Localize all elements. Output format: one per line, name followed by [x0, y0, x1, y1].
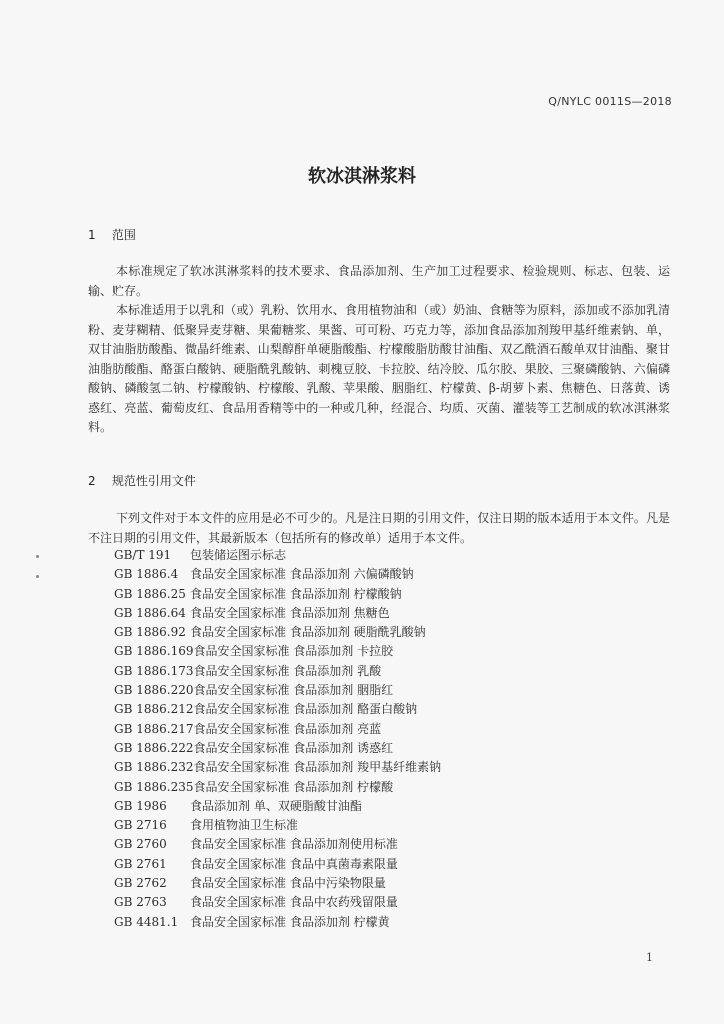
reference-item	[114, 642, 441, 661]
reference-item	[114, 758, 441, 777]
reference-item	[114, 700, 441, 719]
reference-code: GB 1886.235	[114, 779, 194, 794]
reference-name: 食品安全国家标准 食品添加剂 柠檬黄	[190, 914, 390, 929]
reference-name: 食品安全国家标准 食品中农药残留限量	[190, 895, 398, 910]
reference-name: 食品安全国家标准 食品添加剂 柠檬酸钠	[190, 586, 402, 601]
reference-name: 食品安全国家标准 食品中污染物限量	[190, 876, 386, 891]
reference-code: GB 1886.169	[114, 644, 194, 659]
reference-code: GB 1886.222	[114, 740, 194, 755]
reference-item	[114, 797, 441, 816]
reference-item	[114, 585, 441, 604]
reference-code: GB 1886.212	[114, 702, 194, 717]
section-title: 范围	[111, 228, 136, 242]
scan-dot	[36, 575, 39, 578]
reference-item	[114, 778, 441, 797]
reference-code: GB 1886.92	[114, 625, 186, 640]
reference-code: GB 1886.232	[114, 760, 194, 775]
reference-name: 食品安全国家标准 食品中真菌毒素限量	[190, 856, 398, 871]
page-number: 1	[646, 951, 653, 964]
scan-dot	[36, 555, 39, 558]
reference-code: GB 2716	[114, 818, 167, 833]
reference-name: 食品安全国家标准 食品添加剂 酪蛋白酸钠	[193, 702, 418, 717]
reference-code: GB 1886.64	[114, 605, 186, 620]
section-heading-normative-references	[88, 472, 196, 489]
section-title: 规范性引用文件	[111, 474, 196, 488]
reference-name: 食品安全国家标准 食品添加剂 六偏磷酸钠	[190, 567, 414, 582]
section-number: 1	[88, 228, 96, 242]
reference-item	[114, 855, 441, 874]
reference-name: 食品安全国家标准 食品添加剂 乳酸	[193, 663, 382, 678]
reference-item	[114, 565, 441, 584]
paragraph: 本标准适用于以乳和（或）乳粉、饮用水、食用植物油和（或）奶油、食糖等为原料，添加或不添加乳清粉、麦芽糊精、低聚异麦芽糖、果葡糖浆、果酱、可可粉、巧克力等，添加食品添加剂羧甲基纤维素钠、单，双甘油脂肪酸酯、微晶纤维素、山梨醇酐单硬脂酸酯、柠檬酸脂肪酸甘油酯、双乙酰酒石酸单双甘油酯、聚甘油脂肪酸酯、酪蛋白酸钠、硬脂酰乳酸钠、刺槐豆胶、卡拉胶、结冷胶、瓜尔胶、果胶、三聚磷酸钠、六偏磷酸钠、磷酸氢二钠、柠檬酸钠、柠檬酸、乳酸、苹果酸、胭脂红、柠檬黄、β-胡萝卜素、焦糖色、日落黄、诱惑红、亮蓝、葡萄皮红、食品用香精等中的一种或几种，经混合、均质、灭菌、灌装等工艺制成的软冰淇淋浆料。	[88, 303, 670, 434]
reference-item	[114, 835, 441, 854]
reference-name: 食用植物油卫生标准	[190, 818, 299, 833]
reference-code: GB/T 191	[114, 548, 172, 562]
reference-name: 包装储运图示标志	[190, 548, 287, 562]
reference-code: GB 1886.220	[114, 683, 194, 698]
reference-name: 食品安全国家标准 食品添加剂 诱惑红	[193, 740, 394, 755]
reference-name: 食品安全国家标准 食品添加剂 亮蓝	[193, 721, 382, 736]
reference-name: 食品安全国家标准 食品添加剂 胭脂红	[193, 683, 394, 698]
reference-code: GB 1886.217	[114, 721, 194, 736]
document-code: Q/NYLC 0011S—2018	[548, 95, 672, 108]
reference-item	[114, 816, 441, 835]
paragraph: 本标准规定了软冰淇淋浆料的技术要求、食品添加剂、生产加工过程要求、检验规则、标志、包装、运输、贮存。	[88, 264, 670, 298]
reference-name: 食品安全国家标准 食品添加剂 羧甲基纤维素钠	[193, 760, 442, 775]
reference-name: 食品安全国家标准 食品添加剂 焦糖色	[190, 605, 390, 620]
reference-list	[114, 546, 441, 932]
reference-code: GB 4481.1	[114, 914, 179, 929]
reference-name: 食品安全国家标准 食品添加剂 卡拉胶	[193, 644, 394, 659]
reference-code: GB 2763	[114, 895, 167, 910]
reference-item	[114, 681, 441, 700]
reference-code: GB 1886.173	[114, 663, 194, 678]
reference-item	[114, 739, 441, 758]
reference-name: 食品添加剂 单、双硬脂酸甘油酯	[190, 798, 362, 813]
reference-name: 食品安全国家标准 食品添加剂使用标准	[190, 837, 398, 852]
paragraph: 下列文件对于本文件的应用是必不可少的。凡是注日期的引用文件，仅注日期的版本适用于本文件。凡是不注日期的引用文件，其最新版本（包括所有的修改单）适用于本文件。	[88, 511, 670, 545]
reference-code: GB 2762	[114, 876, 167, 891]
reference-item	[114, 546, 441, 565]
document-title: 软冰淇淋浆料	[308, 166, 416, 187]
reference-item	[114, 913, 441, 932]
reference-code: GB 1886.4	[114, 567, 179, 582]
reference-item	[114, 874, 441, 893]
reference-code: GB 1886.25	[114, 586, 186, 601]
section-number: 2	[88, 474, 96, 488]
section-heading-scope	[88, 226, 136, 243]
reference-name: 食品安全国家标准 食品添加剂 柠檬酸	[193, 779, 394, 794]
reference-item	[114, 604, 441, 623]
reference-item	[114, 623, 441, 642]
reference-code: GB 2761	[114, 856, 167, 871]
reference-code: GB 1986	[114, 798, 167, 813]
reference-item	[114, 720, 441, 739]
reference-name: 食品安全国家标准 食品添加剂 硬脂酰乳酸钠	[190, 625, 426, 640]
reference-item	[114, 662, 441, 681]
reference-item	[114, 893, 441, 912]
reference-code: GB 2760	[114, 837, 167, 852]
